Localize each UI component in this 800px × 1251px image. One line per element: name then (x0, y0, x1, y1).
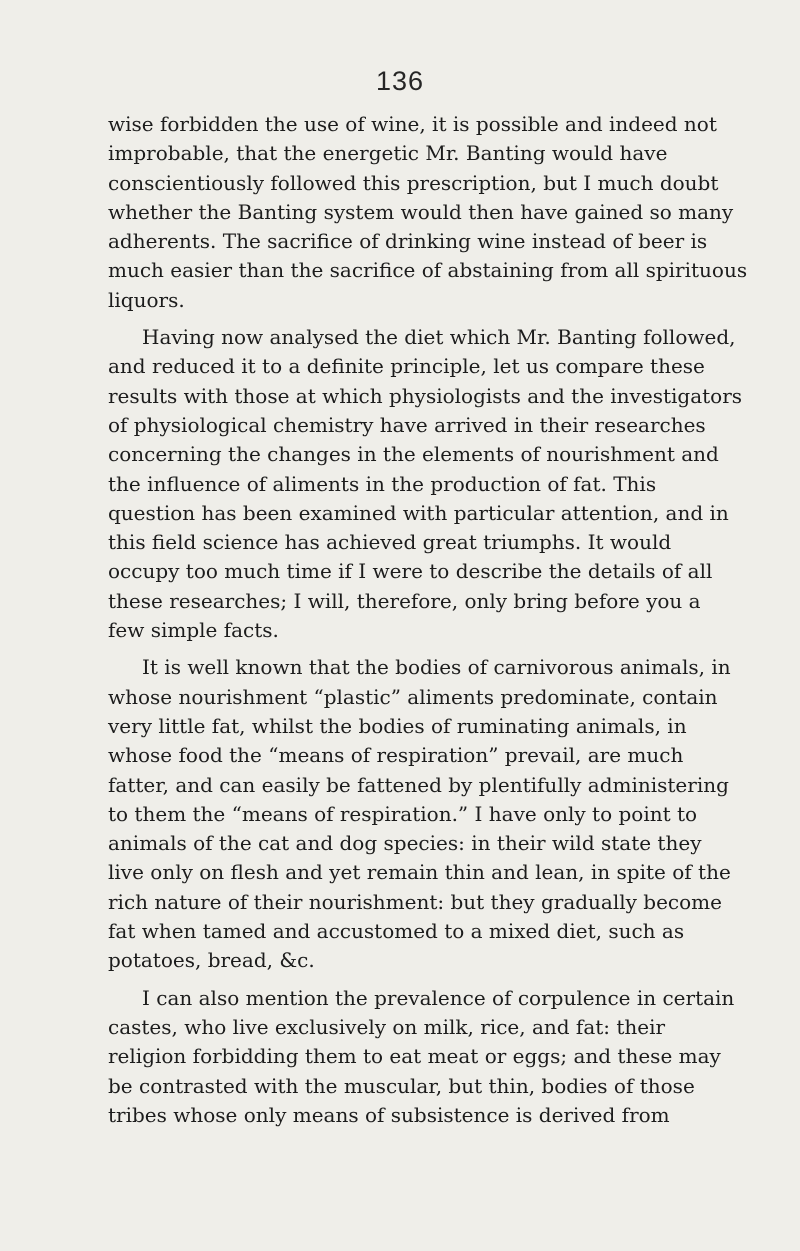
paragraph (108, 323, 743, 645)
text-line: fat when tamed and accustomed to a mixed diet, such as (108, 919, 685, 944)
text-line: few simple facts. (108, 618, 279, 643)
text-line: animals of the cat and dog species: in their wild state they (108, 831, 702, 856)
text-line: results with those at which physiologists and the investigators (108, 383, 743, 408)
text-line: It is well known that the bodies of carnivorous animals, in (142, 655, 731, 680)
text-line: adherents. The sacrifice of drinking wine instead of beer is (108, 229, 708, 254)
body-text (108, 110, 748, 1130)
text-line: be contrasted with the muscular, but thin, bodies of those (108, 1073, 695, 1098)
text-line: conscientiously followed this prescription, but I much doubt (108, 170, 719, 195)
text-line: rich nature of their nourishment: but they gradually become (108, 889, 722, 914)
paragraph (108, 653, 731, 975)
text-line: fatter, and can easily be fattened by plentifully administering (108, 772, 729, 797)
text-line: I can also mention the prevalence of corpulence in certain (142, 985, 735, 1010)
text-line: this field science has achieved great triumphs. It would (108, 530, 672, 555)
text-line: whose nourishment “plastic” aliments predominate, contain (108, 684, 718, 709)
text-line: whose food the “means of respiration” prevail, are much (108, 743, 684, 768)
text-line: of physiological chemistry have arrived in their researches (108, 412, 706, 437)
paragraph-gap (108, 315, 656, 323)
paragraph (108, 110, 748, 315)
text-line: castes, who live exclusively on milk, rice, and fat: their (108, 1014, 666, 1039)
paragraph-gap (108, 976, 656, 984)
text-line: tribes whose only means of subsistence is derived from (108, 1102, 670, 1127)
paragraph (108, 984, 735, 1130)
text-line: concerning the changes in the elements of nourishment and (108, 442, 719, 467)
text-line: liquors. (108, 287, 185, 312)
text-line: question has been examined with particular attention, and in (108, 500, 729, 525)
text-line: very little fat, whilst the bodies of ruminating animals, in (108, 713, 687, 738)
text-line: whether the Banting system would then have gained so many (108, 199, 734, 224)
text-line: potatoes, bread, &c. (108, 948, 315, 973)
text-line: improbable, that the energetic Mr. Banting would have (108, 141, 668, 166)
text-line: wise forbidden the use of wine, it is possible and indeed not (108, 112, 717, 136)
text-line: and reduced it to a definite principle, let us compare these (108, 354, 705, 379)
page-number: 136 (375, 66, 425, 96)
text-line: much easier than the sacrifice of abstaining from all spirituous (108, 258, 748, 283)
paragraph-gap (108, 645, 656, 653)
text-line: live only on flesh and yet remain thin and lean, in spite of the (108, 860, 731, 885)
text-line: to them the “means of respiration.” I have only to point to (108, 801, 698, 826)
text-line: Having now analysed the diet which Mr. Banting followed, (142, 325, 736, 350)
text-line: religion forbidding them to eat meat or eggs; and these may (108, 1044, 721, 1069)
text-line: the influence of aliments in the production of fat. This (108, 471, 657, 496)
text-line: occupy too much time if I were to describe the details of all (108, 559, 713, 584)
text-line: these researches; I will, therefore, only bring before you a (108, 588, 701, 613)
